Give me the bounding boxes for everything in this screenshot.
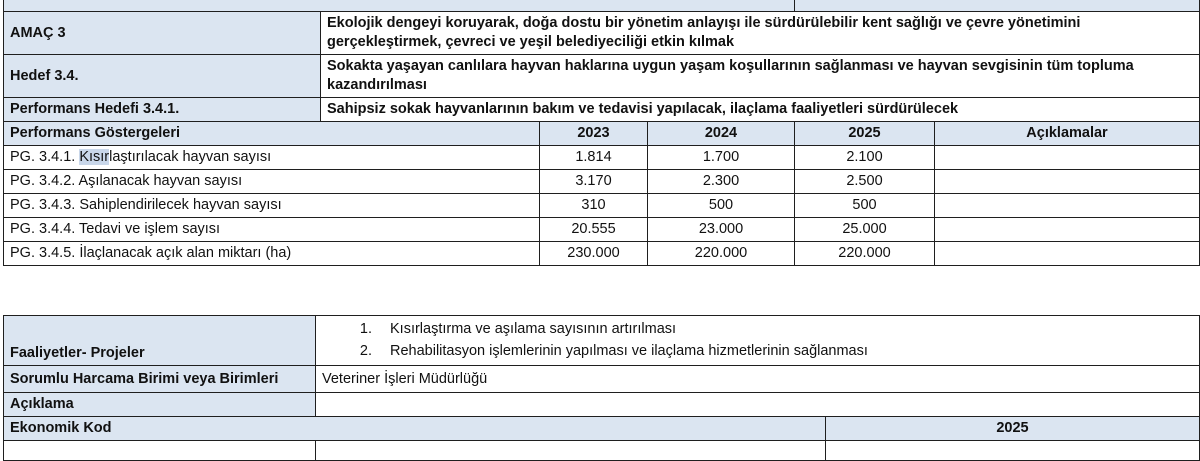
indicator-value-2025: 2.500 (795, 170, 935, 194)
indicator-row (4, 146, 1200, 170)
header-notes: Açıklamalar (935, 122, 1200, 146)
indicator-value-2024: 220.000 (648, 242, 795, 266)
notes-row (4, 393, 1200, 417)
target-text: Sokakta yaşayan canlılara hayvan haklarına uygun yaşam koşullarının sağlanması ve hayvan sevgisinin tüm topluma kazandırılması (321, 55, 1200, 98)
indicator-value-2023: 3.170 (540, 170, 648, 194)
indicator-label: PG. 3.4.1. Kısırlaştırılacak hayvan sayısı (4, 146, 540, 170)
indicator-label: PG. 3.4.4. Tedavi ve işlem sayısı (4, 218, 540, 242)
indicator-value-2023: 310 (540, 194, 648, 218)
indicator-value-2025: 500 (795, 194, 935, 218)
indicator-row (4, 218, 1200, 242)
indicator-row (4, 170, 1200, 194)
performance-table (3, 0, 1200, 266)
activities-label: Faaliyetler- Projeler (4, 316, 316, 366)
indicator-notes (935, 170, 1200, 194)
performance-target-row (4, 98, 1200, 122)
goal-row (4, 12, 1200, 55)
performance-target-label: Performans Hedefi 3.4.1. (4, 98, 321, 122)
indicator-value-2024: 1.700 (648, 146, 795, 170)
indicator-label: PG. 3.4.3. Sahiplendirilecek hayvan sayısı (4, 194, 540, 218)
activities-row (4, 316, 1200, 366)
target-row (4, 55, 1200, 98)
indicator-row (4, 242, 1200, 266)
goal-label: AMAÇ 3 (4, 12, 321, 55)
cut-off-row (4, 441, 1200, 461)
header-year-2025: 2025 (795, 122, 935, 146)
performance-target-text: Sahipsiz sokak hayvanlarının bakım ve tedavisi yapılacak, ilaçlama faaliyetleri sürdürülecek (321, 98, 1200, 122)
list-item: 1. Kısırlaştırma ve aşılama sayısının artırılması (376, 318, 1193, 340)
indicator-value-2025: 2.100 (795, 146, 935, 170)
indicator-value-2023: 20.555 (540, 218, 648, 242)
indicator-value-2025: 220.000 (795, 242, 935, 266)
indicator-notes (935, 146, 1200, 170)
responsible-label: Sorumlu Harcama Birimi veya Birimleri (4, 366, 316, 393)
notes-label: Açıklama (4, 393, 316, 417)
activities-list-cell (316, 316, 1200, 366)
indicator-notes (935, 242, 1200, 266)
indicator-row (4, 194, 1200, 218)
indicators-header-label: Performans Göstergeleri (4, 122, 540, 146)
indicators-header-row (4, 122, 1200, 146)
indicator-notes (935, 194, 1200, 218)
header-year-2024: 2024 (648, 122, 795, 146)
indicator-value-2024: 2.300 (648, 170, 795, 194)
header-year-2023: 2023 (540, 122, 648, 146)
responsible-row (4, 366, 1200, 393)
indicator-value-2023: 230.000 (540, 242, 648, 266)
indicator-value-2024: 500 (648, 194, 795, 218)
list-item: 2. Rehabilitasyon işlemlerinin yapılması ve ilaçlama hizmetlerinin sağlanması (376, 340, 1193, 362)
indicator-label: PG. 3.4.5. İlaçlanacak açık alan miktarı (ha) (4, 242, 540, 266)
activities-table (3, 315, 1200, 461)
economic-code-label: Ekonomik Kod (4, 417, 826, 441)
indicator-label: PG. 3.4.2. Aşılanacak hayvan sayısı (4, 170, 540, 194)
economic-code-row (4, 417, 1200, 441)
activities-list (322, 318, 1193, 362)
economic-code-year: 2025 (826, 417, 1200, 441)
indicator-value-2025: 25.000 (795, 218, 935, 242)
indicator-notes (935, 218, 1200, 242)
cut-off-row (4, 0, 1200, 12)
target-label: Hedef 3.4. (4, 55, 321, 98)
goal-text: Ekolojik dengeyi koruyarak, doğa dostu bir yönetim anlayışı ile sürdürülebilir kent sağlığı ve çevre yönetimini gerçekleştirmek, çevreci ve yeşil belediyeciliği etkin kılmak (321, 12, 1200, 55)
text-selection[interactable]: Kısır (79, 149, 110, 165)
indicator-value-2023: 1.814 (540, 146, 648, 170)
indicator-value-2024: 23.000 (648, 218, 795, 242)
responsible-value: Veteriner İşleri Müdürlüğü (316, 366, 1200, 393)
notes-value (316, 393, 1200, 417)
